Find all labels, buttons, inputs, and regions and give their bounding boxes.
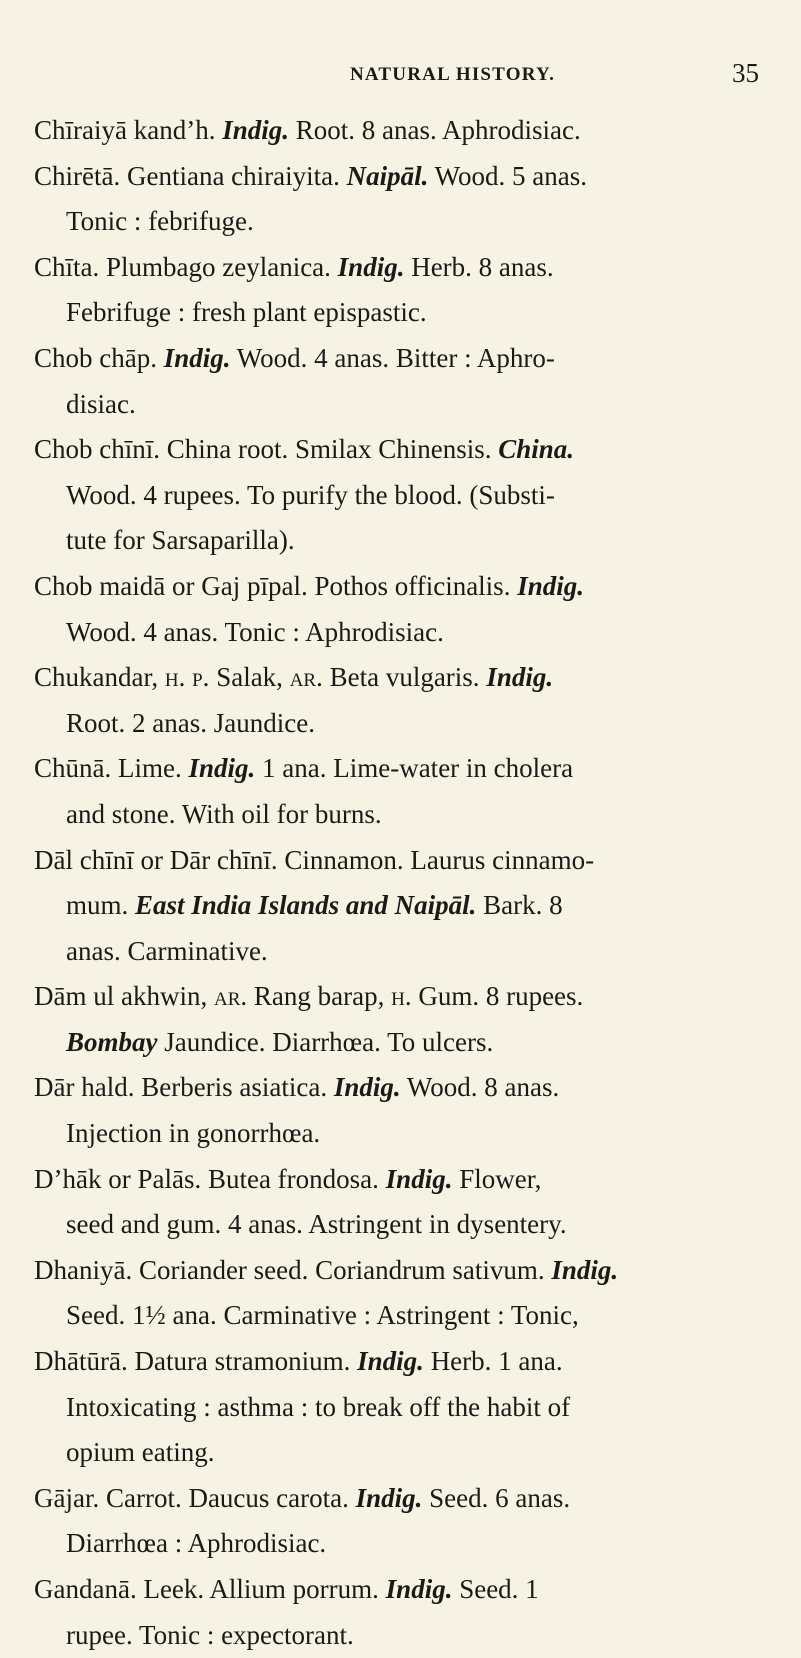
- text-run: Diarrhœa : Aphrodisiac.: [66, 1528, 327, 1559]
- text-run: Root. 2 anas. Jaundice.: [66, 707, 315, 738]
- entry-first-line: [34, 427, 774, 473]
- text-run: Wood. 5 anas.: [428, 160, 587, 191]
- text-run: Gandanā. Leek. Allium porrum.: [34, 1574, 386, 1604]
- glossary-entry: [34, 1065, 774, 1156]
- text-run: Salak,: [209, 662, 290, 693]
- entry-first-line: [34, 1157, 774, 1203]
- entry-first-line: [34, 1476, 774, 1522]
- entry-continuation-line: [34, 1293, 774, 1339]
- text-run: Dām ul akhwin,: [34, 981, 214, 1012]
- small-caps-text-run: h. p.: [164, 662, 210, 693]
- glossary-entry: [34, 1339, 774, 1476]
- italic-text-run: Bombay: [66, 1026, 158, 1057]
- entry-continuation-line: [34, 792, 774, 838]
- text-run: Bark. 8: [476, 890, 563, 921]
- text-run: Rang barap,: [247, 981, 392, 1012]
- entry-continuation-line: [34, 473, 774, 519]
- text-run: Chob chīnī. China root. Smilax Chinensis.: [34, 434, 499, 465]
- entry-first-line: [34, 1248, 774, 1294]
- text-run: seed and gum. 4 anas. Astringent in dysentery.: [66, 1209, 567, 1240]
- text-run: Injection in gonorrhœa.: [66, 1118, 321, 1149]
- text-run: Chirētā. Gentiana chiraiyita.: [34, 160, 347, 191]
- text-run: Dār hald. Berberis asiatica.: [34, 1072, 334, 1103]
- entry-first-line: [34, 974, 774, 1020]
- italic-text-run: Indig.: [551, 1254, 619, 1285]
- text-run: mum.: [66, 890, 136, 921]
- italic-text-run: Indig.: [355, 1482, 423, 1513]
- glossary-entry: [34, 336, 774, 427]
- text-run: Dhātūrā. Datura stramonium.: [34, 1346, 358, 1377]
- entry-first-line: [34, 746, 774, 792]
- italic-text-run: Indig.: [222, 115, 289, 145]
- entry-first-line: [34, 336, 774, 382]
- text-run: disiac.: [66, 388, 136, 419]
- text-run: Chīraiyā kand’h.: [34, 115, 223, 145]
- glossary-entry: [34, 564, 774, 655]
- text-run: Tonic : febrifuge.: [66, 206, 254, 237]
- text-run: Chukandar,: [34, 662, 165, 693]
- glossary-entry: [34, 655, 774, 746]
- glossary-entry: [34, 108, 774, 154]
- entry-first-line: [34, 1567, 774, 1613]
- text-run: Herb. 8 anas.: [404, 251, 554, 282]
- text-run: D’hāk or Palās. Butea frondosa.: [34, 1163, 386, 1194]
- running-head: [0, 58, 801, 92]
- text-run: tute for Sarsaparilla).: [66, 525, 295, 556]
- entry-first-line: [34, 1339, 774, 1385]
- text-run: Wood. 4 anas. Bitter : Aphro-: [230, 342, 555, 373]
- text-run: Wood. 4 rupees. To purify the blood. (Substi-: [66, 479, 555, 510]
- text-run: Chob maidā or Gaj pīpal. Pothos officinalis.: [34, 570, 518, 601]
- text-run: Flower,: [452, 1163, 542, 1194]
- text-run: Seed. 1½ ana. Carminative : Astringent : Tonic,: [66, 1300, 579, 1331]
- italic-text-run: Indig.: [163, 342, 231, 373]
- italic-text-run: China.: [498, 434, 575, 465]
- text-run: Intoxicating : asthma : to break off the habit of: [66, 1391, 571, 1422]
- glossary-entry: [34, 838, 774, 975]
- text-run: anas. Carminative.: [66, 935, 268, 966]
- small-caps-text-run: h.: [391, 981, 412, 1012]
- glossary-entry: [34, 974, 774, 1065]
- italic-text-run: Indig.: [385, 1163, 453, 1194]
- text-run: Chob chāp.: [34, 342, 164, 373]
- italic-text-run: Indig.: [385, 1574, 453, 1604]
- italic-text-run: Indig.: [357, 1346, 424, 1377]
- text-run: Beta vulgaris.: [322, 662, 487, 693]
- page-number: 35: [732, 58, 759, 88]
- text-run: Gum. 8 rupees.: [411, 981, 584, 1012]
- entry-first-line: [34, 655, 774, 701]
- glossary-entry: [34, 1567, 774, 1658]
- text-run: Herb. 1 ana.: [423, 1346, 563, 1377]
- text-run: Chīta. Plumbago zeylanica.: [34, 251, 338, 282]
- italic-text-run: Indig.: [517, 570, 584, 601]
- text-run: Wood. 8 anas.: [400, 1072, 560, 1103]
- text-run: Wood. 4 anas. Tonic : Aphrodisiac.: [66, 616, 444, 647]
- text-run: rupee. Tonic : expectorant.: [66, 1619, 354, 1650]
- small-caps-text-run: ar.: [213, 981, 248, 1012]
- italic-text-run: East India Islands and Naipāl.: [135, 890, 477, 921]
- entry-continuation-line: [34, 610, 774, 656]
- entry-continuation-line: [34, 1020, 774, 1066]
- italic-text-run: Naipāl.: [346, 160, 429, 191]
- entry-first-line: [34, 245, 774, 291]
- text-run: 1 ana. Lime-water in cholera: [255, 753, 574, 784]
- glossary-entry: [34, 1157, 774, 1248]
- text-run: Gājar. Carrot. Daucus carota.: [34, 1482, 356, 1513]
- entry-continuation-line: [34, 382, 774, 428]
- entry-continuation-line: [34, 1202, 774, 1248]
- entry-continuation-line: [34, 701, 774, 747]
- glossary-entry: [34, 245, 774, 336]
- italic-text-run: Indig.: [188, 753, 256, 784]
- glossary-entry: [34, 1248, 774, 1339]
- text-run: Jaundice. Diarrhœa. To ulcers.: [157, 1026, 494, 1057]
- text-run: Chūnā. Lime.: [34, 753, 189, 784]
- entry-continuation-line: [34, 1613, 774, 1658]
- italic-text-run: Indig.: [333, 1072, 401, 1103]
- entry-continuation-line: [34, 929, 774, 975]
- text-run: Dāl chīnī or Dār chīnī. Cinnamon. Laurus cinnamo-: [34, 844, 595, 875]
- text-run: Root. 8 anas. Aphrodisiac.: [288, 115, 581, 145]
- text-run: opium eating.: [66, 1437, 215, 1468]
- italic-text-run: Indig.: [486, 662, 554, 693]
- text-run: and stone. With oil for burns.: [66, 798, 382, 829]
- entry-continuation-line: [34, 1111, 774, 1157]
- running-title: NATURAL HISTORY.: [350, 64, 556, 85]
- entry-continuation-line: [34, 518, 774, 564]
- glossary-entry: [34, 1476, 774, 1567]
- entry-continuation-line: [34, 290, 774, 336]
- glossary-entry: [34, 746, 774, 837]
- entry-continuation-line: [34, 1385, 774, 1431]
- small-caps-text-run: ar.: [289, 662, 323, 693]
- entry-first-line: [34, 1065, 774, 1111]
- entry-continuation-line: [34, 1430, 774, 1476]
- text-run: Seed. 6 anas.: [422, 1482, 571, 1513]
- glossary-entries: [34, 108, 774, 1658]
- entry-continuation-line: [34, 199, 774, 245]
- glossary-entry: [34, 427, 774, 564]
- entry-first-line: [34, 838, 774, 884]
- entry-continuation-line: [34, 883, 774, 929]
- glossary-entry: [34, 154, 774, 245]
- entry-first-line: [34, 154, 774, 200]
- entry-first-line: [34, 564, 774, 610]
- entry-first-line: [34, 108, 774, 154]
- entry-continuation-line: [34, 1521, 774, 1567]
- text-run: Dhaniyā. Coriander seed. Coriandrum sativum.: [34, 1254, 552, 1285]
- text-run: Seed. 1: [452, 1574, 539, 1604]
- italic-text-run: Indig.: [337, 251, 405, 282]
- text-run: Febrifuge : fresh plant epispastic.: [66, 297, 427, 328]
